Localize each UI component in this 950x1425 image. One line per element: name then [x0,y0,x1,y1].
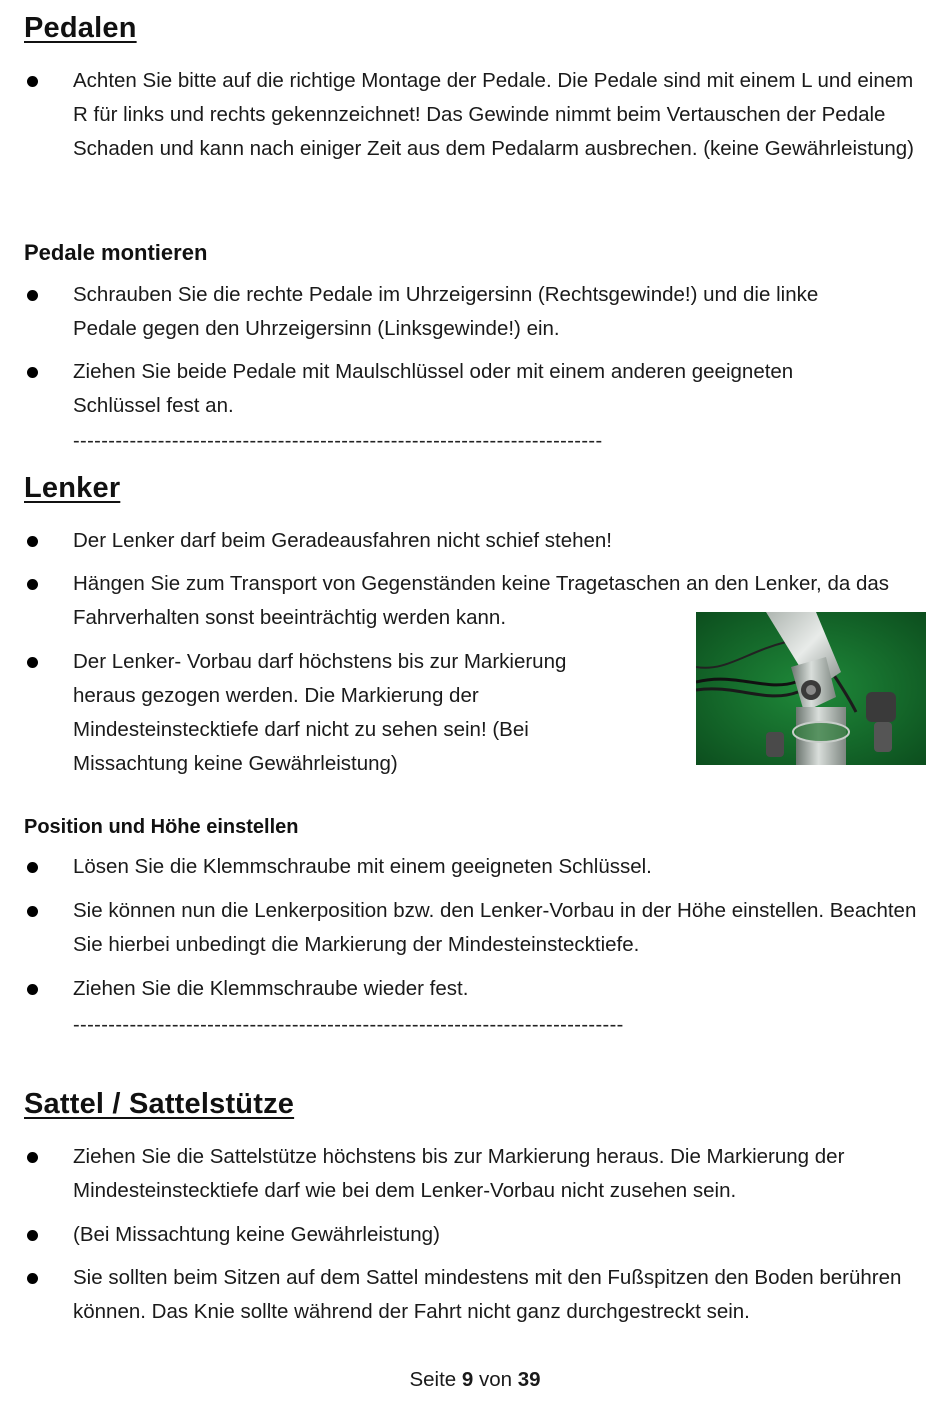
bullet-icon [27,1230,38,1241]
list-item-text: Sie sollten beim Sitzen auf dem Sattel mindestens mit den Fußspitzen den Boden berühren können. Das Knie sollte während der Fahrt nicht ganz durchgestreckt sein. [73,1266,902,1323]
list-item-text: Ziehen Sie die Sattelstütze höchstens bis zur Markierung heraus. Die Markierung der Mindesteinstecktiefe darf wie bei dem Lenker-Vorbau nicht zusehen sein. [73,1145,845,1202]
bullet-icon [27,862,38,873]
footer-prefix: Seite [409,1368,457,1391]
bullet-icon [27,1273,38,1284]
footer-middle: von [478,1368,513,1391]
list-item-text: Lösen Sie die Klemmschraube mit einem geeigneten Schlüssel. [73,855,652,878]
bullet-icon [27,76,38,87]
bullet-icon [27,536,38,547]
list-item-text: Schrauben Sie die rechte Pedale im Uhrzeigersinn (Rechtsgewinde!) und die linke Pedale gegen den Uhrzeigersinn (Linksgewinde!) ein. [73,283,819,340]
total-pages: 39 [517,1368,541,1391]
bullet-icon [27,984,38,995]
bullet-icon [27,290,38,301]
bullet-icon [27,657,38,668]
page-number [0,1368,950,1392]
heading-lenker: Lenker [24,472,121,504]
bullet-icon [27,1152,38,1163]
handlebar-stem-photo [696,612,926,765]
heading-sattel: Sattel / Sattelstütze [24,1088,295,1120]
list-item-text: Achten Sie bitte auf die richtige Montage der Pedale. Die Pedale sind mit einem L und einem R für links und rechts gekennzeichnet! Das Gewinde nimmt beim Vertauschen der Pedale Schaden und kann nach einiger Zeit aus dem Pedalarm ausbrechen. (keine Gewährleistung) [73,69,915,160]
heading-position-hoehe: Position und Höhe einstellen [24,816,299,838]
list-item-text: (Bei Missachtung keine Gewährleistung) [73,1223,440,1246]
divider: --------------------------------------------------------------------------- [73,430,603,452]
list-item-text: Hängen Sie zum Transport von Gegenständen keine Tragetaschen an den Lenker, da das Fahrverhalten sonst beeinträchtig werden kann. [73,572,889,629]
divider: ------------------------------------------------------------------------------ [73,1014,624,1036]
bullet-icon [27,367,38,378]
list-item-text: Sie können nun die Lenkerposition bzw. den Lenker-Vorbau in der Höhe einstellen. Beachten Sie hierbei unbedingt die Markierung der Mindesteinstecktiefe. [73,899,917,956]
list-item-text: Der Lenker darf beim Geradeausfahren nicht schief stehen! [73,529,612,552]
list-item-text: Der Lenker- Vorbau darf höchstens bis zur Markierung heraus gezogen werden. Die Markierung der Mindesteinstecktiefe darf nicht zu sehen sein! (Bei Missachtung keine Gewährleistung) [73,650,567,775]
current-page: 9 [461,1368,474,1391]
bullet-icon [27,906,38,917]
bullet-icon [27,579,38,590]
list-item-text: Ziehen Sie beide Pedale mit Maulschlüssel oder mit einem anderen geeigneten Schlüssel fest an. [73,360,794,417]
heading-pedalen: Pedalen [24,12,137,44]
heading-pedale-montieren: Pedale montieren [24,240,208,265]
list-item-text: Ziehen Sie die Klemmschraube wieder fest. [73,977,469,1000]
